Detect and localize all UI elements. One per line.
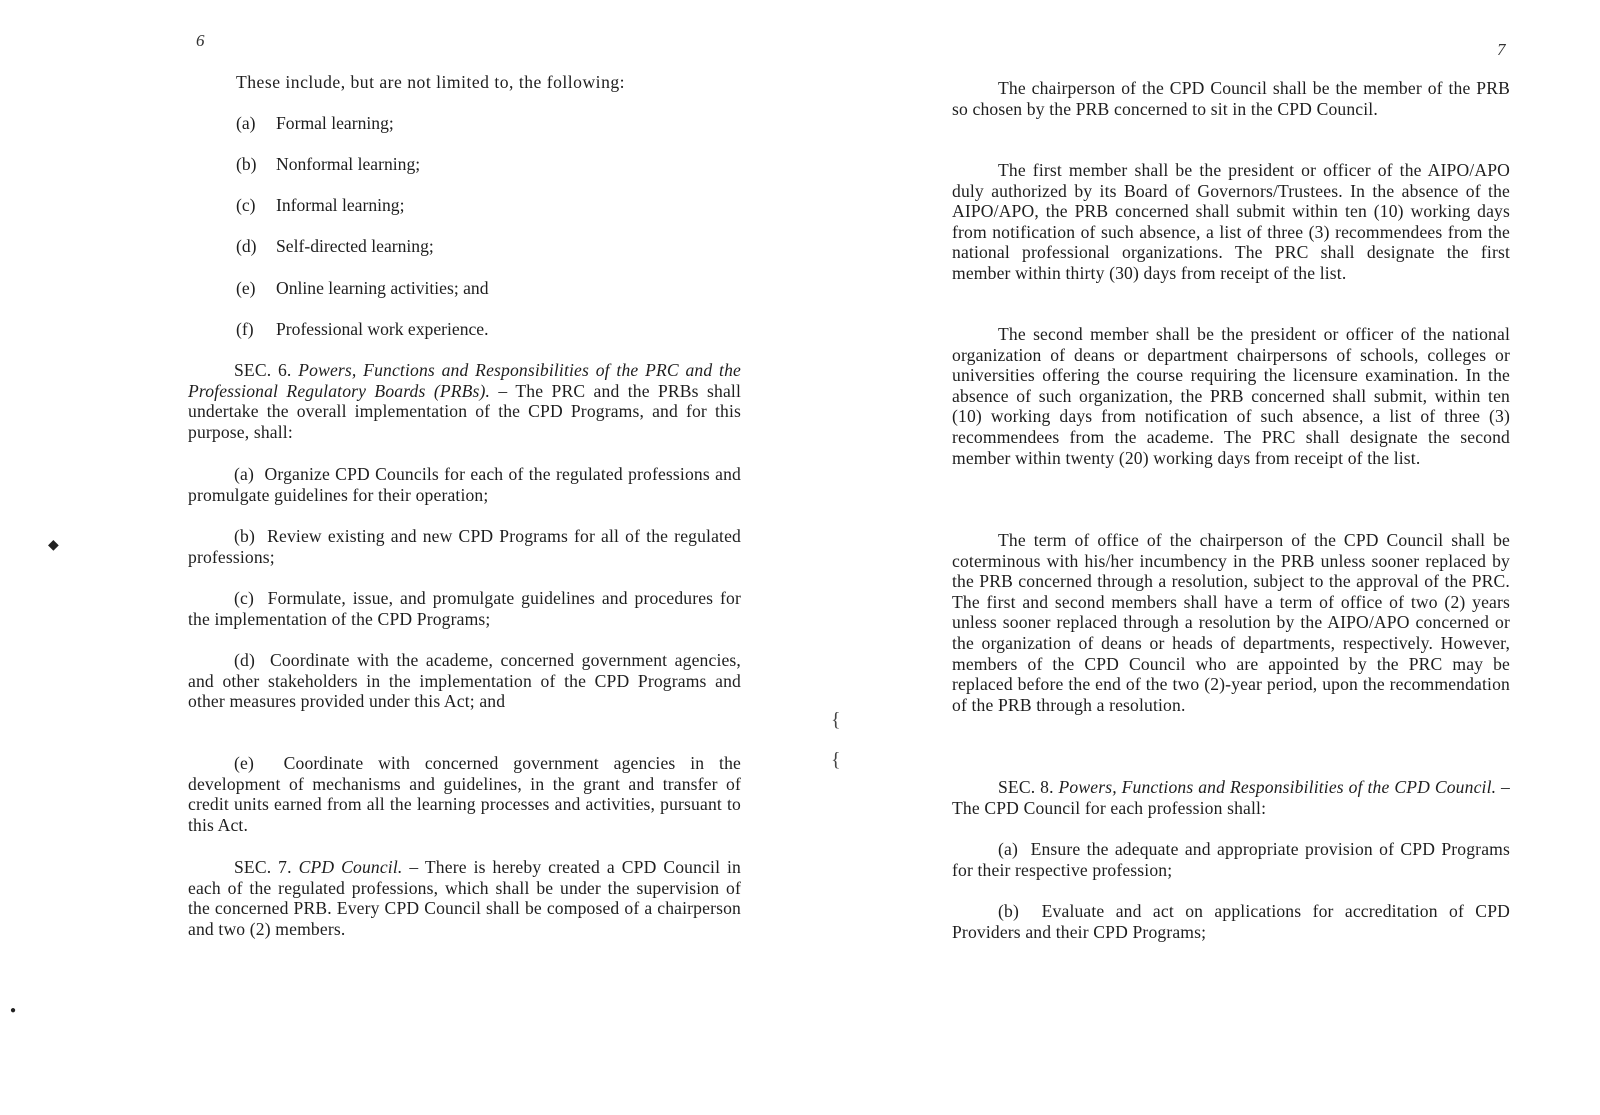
page-number-left: 6 <box>196 31 205 50</box>
right-page <box>800 0 1600 1115</box>
section-8: SEC. 8. Powers, Functions and Responsibilities of the CPD Council. – The CPD Council for each profession shall: <box>952 777 1510 818</box>
sec6-item: (b) Review existing and new CPD Programs for all of the regulated professions; <box>188 526 741 567</box>
binding-mark: { <box>831 749 841 771</box>
paragraph: The first member shall be the president or officer of the AIPO/APO duly authorized by its Board of Governors/Trustees. In the absence of the AIPO/APO, the PRB concerned shall submit within ten (10) working days from notification of such absence, a list of three (3) recommendees from the national professional organizations. The PRC shall designate the first member within thirty (30) days from receipt of the list. <box>952 160 1510 283</box>
sec8-item: (b) Evaluate and act on applications for accreditation of CPD Providers and their CPD Programs; <box>952 901 1510 942</box>
section-number: SEC. 6. <box>234 360 292 380</box>
sec6-item: (c) Formulate, issue, and promulgate guidelines and procedures for the implementation of the CPD Programs; <box>188 588 741 629</box>
section-number: SEC. 8. <box>998 777 1054 797</box>
scan-speck: ● <box>10 1005 17 1016</box>
binding-mark: { <box>831 709 841 731</box>
section-title: Powers, Functions and Responsibilities of the CPD Council. <box>1058 777 1497 797</box>
paragraph: The chairperson of the CPD Council shall be the member of the PRB so chosen by the PRB concerned to sit in the CPD Council. <box>952 78 1510 119</box>
list-item: (f) Professional work experience. <box>236 319 489 339</box>
section-6: SEC. 6. Powers, Functions and Responsibilities of the PRC and the Professional Regulatory Boards (PRBs). – The PRC and the PRBs shall undertake the overall implementation of the CPD Programs, and for this purpose, shall: <box>188 360 741 442</box>
list-item: (c) Informal learning; <box>236 195 405 215</box>
section-7: SEC. 7. CPD Council. – There is hereby created a CPD Council in each of the regulated professions, which shall be under the supervision of the concerned PRB. Every CPD Council shall be composed of a chairperson and two (2) members. <box>188 857 741 939</box>
paragraph: The term of office of the chairperson of the CPD Council shall be coterminous with his/her incumbency in the PRB unless sooner replaced by the PRB concerned through a resolution, subject to the approval of the PRC. The first and second members shall have a term of office of two (2) years unless sooner replaced through a resolution by the AIPO/APO concerned or the organization of deans or heads of departments, respectively. However, members of the CPD Council who are appointed by the PRC may be replaced before the end of the two (2)-year period, upon the recommendation of the PRB through a resolution. <box>952 530 1510 715</box>
list-item: (b) Nonformal learning; <box>236 154 421 174</box>
sec8-item: (a) Ensure the adequate and appropriate provision of CPD Programs for their respective profession; <box>952 839 1510 880</box>
sec6-item: (a) Organize CPD Councils for each of the regulated professions and promulgate guidelines for their operation; <box>188 464 741 505</box>
sec6-item: (d) Coordinate with the academe, concerned government agencies, and other stakeholders in the implementation of the CPD Programs and other measures provided under this Act; and <box>188 650 741 712</box>
scan-speck: ◆ <box>48 538 59 553</box>
section-number: SEC. 7. <box>234 857 292 877</box>
page-number-right: 7 <box>1497 40 1506 59</box>
list-intro: These include, but are not limited to, the following: <box>236 72 626 92</box>
list-item: (e) Online learning activities; and <box>236 278 489 298</box>
list-item: (a) Formal learning; <box>236 113 394 133</box>
section-title: CPD Council. <box>298 857 403 877</box>
sec6-item: (e) Coordinate with concerned government agencies in the development of mechanisms and guidelines, in the grant and transfer of credit units earned from all the learning processes and activities, pursuant to this Act. <box>188 753 741 835</box>
paragraph: The second member shall be the president or officer of the national organization of deans or department chairpersons of schools, colleges or universities offering the course requiring the licensure examination. In the absence of such organization, the PRB concerned shall submit, within ten (10) working days from notification of such absence, a list of three (3) recommendees from the academe. The PRC shall designate the second member within twenty (20) working days from receipt of the list. <box>952 324 1510 468</box>
section-title: Powers, Functions and Responsibilities of the PRC and the Professional Regulatory Boards (PRBs). <box>188 360 741 401</box>
list-item: (d) Self-directed learning; <box>236 236 434 256</box>
